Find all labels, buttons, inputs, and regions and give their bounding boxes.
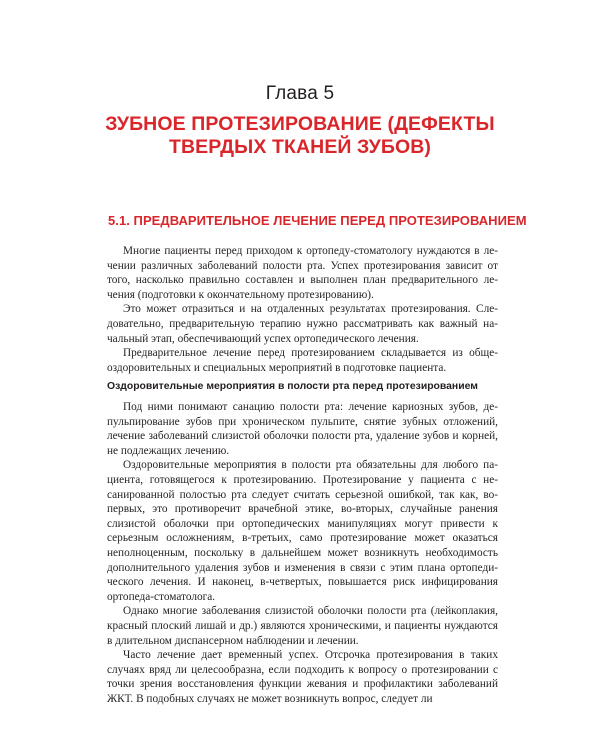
paragraph: Это может отразиться и на отдаленных результатах протезирования. Следовательно, предварительную терапию нужно рассматривать как важный начальный этап, обеспечивающий успех ортопедического лечения. — [107, 303, 498, 345]
paragraph: Под ними понимают санацию полости рта: лечение кариозных зубов, депульпирование зубов при хроническом пульпите, снятие зубных отложений, лечение заболеваний слизистой оболочки полости рта, удаление зубов и корней, не подлежащих лечению. — [107, 401, 498, 457]
paragraph: Часто лечение дает временный успех. Отсрочка протезирования в таких случаях вряд ли целесообразна, если подходить к вопросу о протезировании с точки зрения восстановления функции жевания и профилактики заболеваний ЖКТ. В подобных случаях не может возникнуть вопрос, следует ли — [107, 649, 498, 705]
subsection-title: Оздоровительные мероприятия в полости рта перед протезированием — [107, 381, 478, 392]
section-title: 5.1. ПРЕДВАРИТЕЛЬНОЕ ЛЕЧЕНИЕ ПЕРЕД ПРОТЕЗИРОВАНИЕМ — [108, 213, 527, 228]
chapter-label: Глава 5 — [265, 83, 335, 104]
subsection-body — [107, 400, 498, 706]
paragraph: Оздоровительные мероприятия в полости рта обязательны для любого пациента, готовящегося к протезированию. Протезирование у пациента с несанированной полостью рта следует считать серьезной ошибкой, так как, во-первых, это противоречит врачебной этике, во-вторых, случайные ранения слизистой оболочки при ортопедических манипуляциях могут привести к серьезным осложнениям, в-третьих, само протезирование может оказаться неполноценным, поскольку в дальнейшем может возникнуть необходимость дополнительного удаления зубов и изменения в связи с этим плана ортопедического лечения. И наконец, в-четвертых, повышается риск инфицирования ортопеда-стоматолога. — [107, 459, 498, 603]
section-body — [107, 244, 498, 375]
paragraph: Многие пациенты перед приходом к ортопеду-стоматологу нуждаются в лечении различных заболеваний полости рта. Успех протезирования зависит от того, насколько правильно составлен и выполнен план предварительного лечения (подготовки к окончательному протезированию). — [107, 245, 498, 301]
paragraph: Предварительное лечение перед протезированием складывается из общеоздоровительных и специальных мероприятий в подготовке пациента. — [107, 347, 498, 374]
paragraph: Однако многие заболевания слизистой оболочки полости рта (лейкоплакия, красный плоский лишай и др.) являются хроническими, и пациенты нуждаются в длительном диспансерном наблюдении и лечении. — [107, 605, 498, 647]
chapter-title: ЗУБНОЕ ПРОТЕЗИРОВАНИЕ (ДЕФЕКТЫ ТВЕРДЫХ ТКАНЕЙ ЗУБОВ) — [105, 113, 495, 158]
